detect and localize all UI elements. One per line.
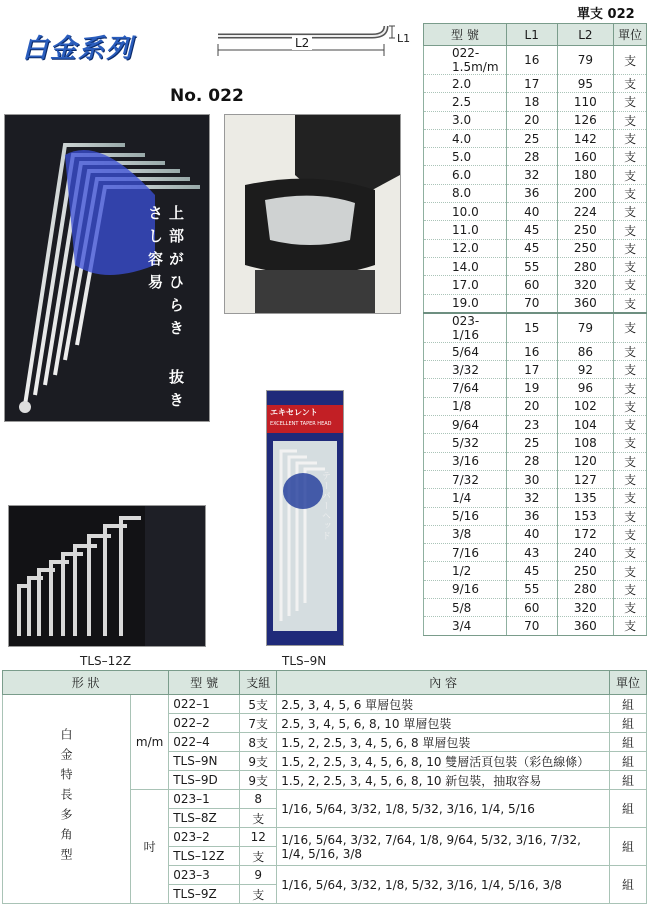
- spec-unit-cell: 支: [614, 544, 647, 562]
- spec-table-row: [424, 129, 647, 147]
- spec-unit-cell: 支: [614, 93, 647, 111]
- set-content-cell: 1.5, 2, 2.5, 3, 4, 5, 6, 8, 10 雙層活頁包裝（彩色線條）: [277, 752, 610, 771]
- spec-l2-cell: 240: [557, 544, 614, 562]
- spec-model-cell: 2.0: [424, 75, 507, 93]
- set-content-line: 1/16, 5/64, 3/32, 7/64, 1/8, 9/64, 5/32, 3/16, 7/32,: [281, 832, 581, 847]
- set-content-cell: [277, 790, 610, 828]
- hex-key-holder-photo: [4, 114, 210, 422]
- shape-label-text: 白金特長多角型: [59, 727, 73, 868]
- set-count-cell: 支: [240, 847, 277, 866]
- spec-l2-cell: 320: [557, 599, 614, 617]
- spec-l2-cell: 320: [557, 276, 614, 294]
- spec-model-cell: 6.0: [424, 166, 507, 184]
- spec-unit-cell: 支: [614, 361, 647, 379]
- spec-l2-cell: 250: [557, 562, 614, 580]
- spec-unit-cell: 支: [614, 257, 647, 275]
- spec-l1-cell: 30: [506, 470, 557, 488]
- set-model-cell: 023–1: [169, 790, 240, 809]
- spec-table-row: [424, 93, 647, 111]
- unit-header: 單支 022: [577, 7, 635, 22]
- set-content-cell: [277, 866, 610, 904]
- spec-l2-cell: 250: [557, 239, 614, 257]
- package-brand: エキセレント: [270, 408, 318, 417]
- spec-l2-cell: 126: [557, 111, 614, 129]
- spec-model-cell: 3/16: [424, 452, 507, 470]
- spec-l1-cell: 70: [506, 617, 557, 635]
- shape-label: [3, 695, 131, 904]
- spec-table-row: [424, 470, 647, 488]
- caption-tls-12z: TLS–12Z: [80, 654, 132, 668]
- spec-l2-cell: 160: [557, 148, 614, 166]
- set-model-cell: TLS–9D: [169, 771, 240, 790]
- spec-l2-cell: 224: [557, 203, 614, 221]
- set-unit-cell: 組: [610, 752, 647, 771]
- spec-l2-cell: 95: [557, 75, 614, 93]
- spec-unit-cell: 支: [614, 46, 647, 75]
- spec-l1-cell: 45: [506, 562, 557, 580]
- spec-model-cell: 7/64: [424, 379, 507, 397]
- spec-table-row: [424, 75, 647, 93]
- inch-group-label: 吋: [131, 790, 169, 904]
- spec-l1-cell: 23: [506, 416, 557, 434]
- spec-unit-cell: 支: [614, 470, 647, 488]
- spec-l1-cell: 36: [506, 507, 557, 525]
- set-count-cell: 7支: [240, 714, 277, 733]
- spec-unit-cell: 支: [614, 562, 647, 580]
- spec-table-body: [424, 46, 647, 636]
- set-count-cell: 8: [240, 790, 277, 809]
- spec-table-row: [424, 544, 647, 562]
- spec-table-row: [424, 313, 647, 343]
- spec-unit-cell: 支: [614, 379, 647, 397]
- spec-table-header: [424, 24, 647, 46]
- set-model-cell: 022–2: [169, 714, 240, 733]
- spec-model-cell: 3.0: [424, 111, 507, 129]
- set-table-header: [3, 671, 647, 695]
- spec-l1-cell: 28: [506, 452, 557, 470]
- set-model-cell: 022–1: [169, 695, 240, 714]
- spec-table-row: [424, 184, 647, 202]
- set-content-cell: 1.5, 2, 2.5, 3, 4, 5, 6, 8, 10 新包裝，抽取容易: [277, 771, 610, 790]
- package-subtitle: EXCELLENT TAPER HEAD: [270, 421, 332, 427]
- spec-l1-cell: 18: [506, 93, 557, 111]
- set-count-cell: 8支: [240, 733, 277, 752]
- spec-table-row: [424, 525, 647, 543]
- set-unit-cell: 組: [610, 828, 647, 866]
- series-title: 白金系列: [22, 34, 135, 64]
- spec-model-cell: 5/8: [424, 599, 507, 617]
- spec-l1-cell: 17: [506, 75, 557, 93]
- set-count-cell: 9支: [240, 752, 277, 771]
- spec-model-cell: 1/4: [424, 489, 507, 507]
- mm-group-label: m/m: [131, 695, 169, 790]
- set-count-cell: 9: [240, 866, 277, 885]
- spec-unit-cell: 支: [614, 148, 647, 166]
- spec-l2-cell: 135: [557, 489, 614, 507]
- spec-model-cell: 11.0: [424, 221, 507, 239]
- spec-table-row: [424, 203, 647, 221]
- spec-l2-cell: 120: [557, 452, 614, 470]
- spec-unit-cell: 支: [614, 313, 647, 343]
- spec-unit-cell: 支: [614, 129, 647, 147]
- spec-table-row: [424, 276, 647, 294]
- spec-l2-cell: 86: [557, 342, 614, 360]
- spec-table-row: [424, 46, 647, 75]
- spec-unit-cell: 支: [614, 166, 647, 184]
- spec-model-cell: 12.0: [424, 239, 507, 257]
- spec-model-cell: 7/32: [424, 470, 507, 488]
- spec-unit-cell: 支: [614, 452, 647, 470]
- set-model-cell: 023–2: [169, 828, 240, 847]
- spec-model-cell: 023-1/16: [424, 313, 507, 343]
- l2-label: L2: [292, 36, 312, 50]
- spec-model-cell: 9/64: [424, 416, 507, 434]
- spec-l1-cell: 20: [506, 111, 557, 129]
- set-content-line: 1/4, 5/16, 3/8: [281, 846, 363, 861]
- spec-unit-cell: 支: [614, 221, 647, 239]
- spec-unit-cell: 支: [614, 342, 647, 360]
- photo-caption-text: 上部がひらき 抜きさし容易: [146, 205, 185, 415]
- spec-l2-cell: 200: [557, 184, 614, 202]
- spec-table-row: [424, 489, 647, 507]
- spec-table-row: [424, 379, 647, 397]
- spec-l1-cell: 16: [506, 342, 557, 360]
- spec-unit-cell: 支: [614, 434, 647, 452]
- spec-l1-cell: 60: [506, 276, 557, 294]
- col-l2: L2: [557, 24, 614, 46]
- spec-unit-cell: 支: [614, 599, 647, 617]
- spec-unit-cell: 支: [614, 111, 647, 129]
- set-count-cell: 5支: [240, 695, 277, 714]
- spec-l2-cell: 153: [557, 507, 614, 525]
- spec-l2-cell: 180: [557, 166, 614, 184]
- spec-l2-cell: 360: [557, 617, 614, 635]
- ball-head-image-icon: [225, 115, 400, 313]
- set-table-body: [3, 695, 647, 904]
- col-set-unit: 單位: [610, 671, 647, 695]
- spec-unit-cell: 支: [614, 397, 647, 415]
- spec-l1-cell: 40: [506, 525, 557, 543]
- set-content-cell: 2.5, 3, 4, 5, 6 單層包裝: [277, 695, 610, 714]
- spec-l1-cell: 60: [506, 599, 557, 617]
- set-table: [2, 670, 647, 904]
- spec-model-cell: 5/32: [424, 434, 507, 452]
- spec-model-cell: 022-1.5m/m: [424, 46, 507, 75]
- set-model-cell: TLS–9N: [169, 752, 240, 771]
- spec-l2-cell: 172: [557, 525, 614, 543]
- spec-l2-cell: 92: [557, 361, 614, 379]
- spec-unit-cell: 支: [614, 184, 647, 202]
- spec-table: [423, 23, 647, 636]
- spec-l1-cell: 45: [506, 221, 557, 239]
- set-content-cell: [277, 828, 610, 866]
- package-side-text: テーパーヘッド: [320, 471, 330, 541]
- spec-l2-cell: 280: [557, 257, 614, 275]
- spec-l1-cell: 55: [506, 580, 557, 598]
- dimension-diagram: [214, 22, 414, 62]
- set-model-cell: TLS–12Z: [169, 847, 240, 866]
- spec-l2-cell: 127: [557, 470, 614, 488]
- col-set-model: 型 號: [169, 671, 240, 695]
- model-number: No. 022: [170, 86, 244, 106]
- spec-unit-cell: 支: [614, 239, 647, 257]
- col-content: 內 容: [277, 671, 610, 695]
- col-l1: L1: [506, 24, 557, 46]
- spec-table-row: [424, 416, 647, 434]
- spec-l2-cell: 280: [557, 580, 614, 598]
- spec-table-row: [424, 599, 647, 617]
- spec-l1-cell: 15: [506, 313, 557, 343]
- set-count-cell: 支: [240, 885, 277, 904]
- spec-unit-cell: 支: [614, 489, 647, 507]
- spec-model-cell: 9/16: [424, 580, 507, 598]
- spec-l2-cell: 96: [557, 379, 614, 397]
- spec-unit-cell: 支: [614, 276, 647, 294]
- pouch-set-image-icon: [9, 506, 205, 646]
- spec-table-row: [424, 166, 647, 184]
- spec-l2-cell: 250: [557, 221, 614, 239]
- spec-l2-cell: 79: [557, 46, 614, 75]
- spec-l2-cell: 110: [557, 93, 614, 111]
- spec-l1-cell: 17: [506, 361, 557, 379]
- spec-l2-cell: 102: [557, 397, 614, 415]
- spec-table-row: [424, 239, 647, 257]
- spec-l1-cell: 36: [506, 184, 557, 202]
- ball-head-closeup-photo: [224, 114, 401, 314]
- set-content-line: 1/16, 5/64, 3/32, 1/8, 5/32, 3/16, 1/4, 5/16: [281, 801, 535, 816]
- set-unit-cell: 組: [610, 866, 647, 904]
- spec-model-cell: 10.0: [424, 203, 507, 221]
- spec-model-cell: 1/2: [424, 562, 507, 580]
- spec-l2-cell: 360: [557, 294, 614, 313]
- set-count-cell: 12: [240, 828, 277, 847]
- spec-model-cell: 8.0: [424, 184, 507, 202]
- spec-model-cell: 3/32: [424, 361, 507, 379]
- spec-l2-cell: 108: [557, 434, 614, 452]
- spec-l1-cell: 16: [506, 46, 557, 75]
- set-model-cell: TLS–8Z: [169, 809, 240, 828]
- spec-l1-cell: 45: [506, 239, 557, 257]
- spec-unit-cell: 支: [614, 507, 647, 525]
- set-unit-cell: 組: [610, 733, 647, 752]
- spec-unit-cell: 支: [614, 416, 647, 434]
- set-unit-cell: 組: [610, 771, 647, 790]
- spec-model-cell: 5/64: [424, 342, 507, 360]
- spec-l1-cell: 28: [506, 148, 557, 166]
- spec-l1-cell: 25: [506, 434, 557, 452]
- spec-model-cell: 2.5: [424, 93, 507, 111]
- spec-table-row: [424, 434, 647, 452]
- spec-table-row: [424, 580, 647, 598]
- spec-model-cell: 17.0: [424, 276, 507, 294]
- set-model-cell: 022–4: [169, 733, 240, 752]
- spec-table-row: [424, 148, 647, 166]
- spec-model-cell: 3/4: [424, 617, 507, 635]
- spec-table-row: [424, 221, 647, 239]
- spec-l1-cell: 70: [506, 294, 557, 313]
- spec-unit-cell: 支: [614, 525, 647, 543]
- hex-key-diagram-icon: [214, 22, 414, 62]
- spec-table-row: [424, 617, 647, 635]
- spec-unit-cell: 支: [614, 294, 647, 313]
- caption-tls-9n: TLS–9N: [282, 654, 327, 668]
- spec-unit-cell: 支: [614, 580, 647, 598]
- spec-unit-cell: 支: [614, 203, 647, 221]
- col-count: 支組: [240, 671, 277, 695]
- spec-table-row: [424, 397, 647, 415]
- spec-table-row: [424, 452, 647, 470]
- set-content-line: 1/16, 5/64, 3/32, 1/8, 5/32, 3/16, 1/4, 5/16, 3/8: [281, 877, 562, 892]
- spec-unit-cell: 支: [614, 75, 647, 93]
- spec-l1-cell: 40: [506, 203, 557, 221]
- spec-l1-cell: 32: [506, 489, 557, 507]
- set-unit-cell: 組: [610, 790, 647, 828]
- spec-l1-cell: 20: [506, 397, 557, 415]
- spec-unit-cell: 支: [614, 617, 647, 635]
- l1-label: L1: [397, 32, 411, 45]
- set-unit-cell: 組: [610, 714, 647, 733]
- spec-model-cell: 4.0: [424, 129, 507, 147]
- spec-table-row: [424, 294, 647, 313]
- tls-9n-package-photo: [266, 390, 344, 646]
- spec-model-cell: 5/16: [424, 507, 507, 525]
- set-model-cell: 023–3: [169, 866, 240, 885]
- spec-l2-cell: 79: [557, 313, 614, 343]
- spec-model-cell: 1/8: [424, 397, 507, 415]
- tls-12z-set-photo: [8, 505, 206, 647]
- col-model: 型 號: [424, 24, 507, 46]
- spec-table-row: [424, 342, 647, 360]
- spec-table-row: [424, 562, 647, 580]
- spec-l2-cell: 104: [557, 416, 614, 434]
- spec-table-row: [424, 111, 647, 129]
- spec-model-cell: 19.0: [424, 294, 507, 313]
- spec-model-cell: 7/16: [424, 544, 507, 562]
- spec-model-cell: 14.0: [424, 257, 507, 275]
- set-unit-cell: 組: [610, 695, 647, 714]
- col-shape: 形 狀: [3, 671, 169, 695]
- spec-l1-cell: 55: [506, 257, 557, 275]
- set-model-cell: TLS–9Z: [169, 885, 240, 904]
- col-unit: 單位: [614, 24, 647, 46]
- spec-l1-cell: 25: [506, 129, 557, 147]
- spec-table-row: [424, 361, 647, 379]
- spec-model-cell: 3/8: [424, 525, 507, 543]
- set-count-cell: 9支: [240, 771, 277, 790]
- set-content-cell: 1.5, 2, 2.5, 3, 4, 5, 6, 8 單層包裝: [277, 733, 610, 752]
- set-count-cell: 支: [240, 809, 277, 828]
- set-table-row: [3, 695, 647, 714]
- spec-l2-cell: 142: [557, 129, 614, 147]
- spec-model-cell: 5.0: [424, 148, 507, 166]
- spec-table-row: [424, 507, 647, 525]
- spec-table-row: [424, 257, 647, 275]
- spec-l1-cell: 32: [506, 166, 557, 184]
- set-content-cell: 2.5, 3, 4, 5, 6, 8, 10 單層包裝: [277, 714, 610, 733]
- spec-l1-cell: 19: [506, 379, 557, 397]
- spec-l1-cell: 43: [506, 544, 557, 562]
